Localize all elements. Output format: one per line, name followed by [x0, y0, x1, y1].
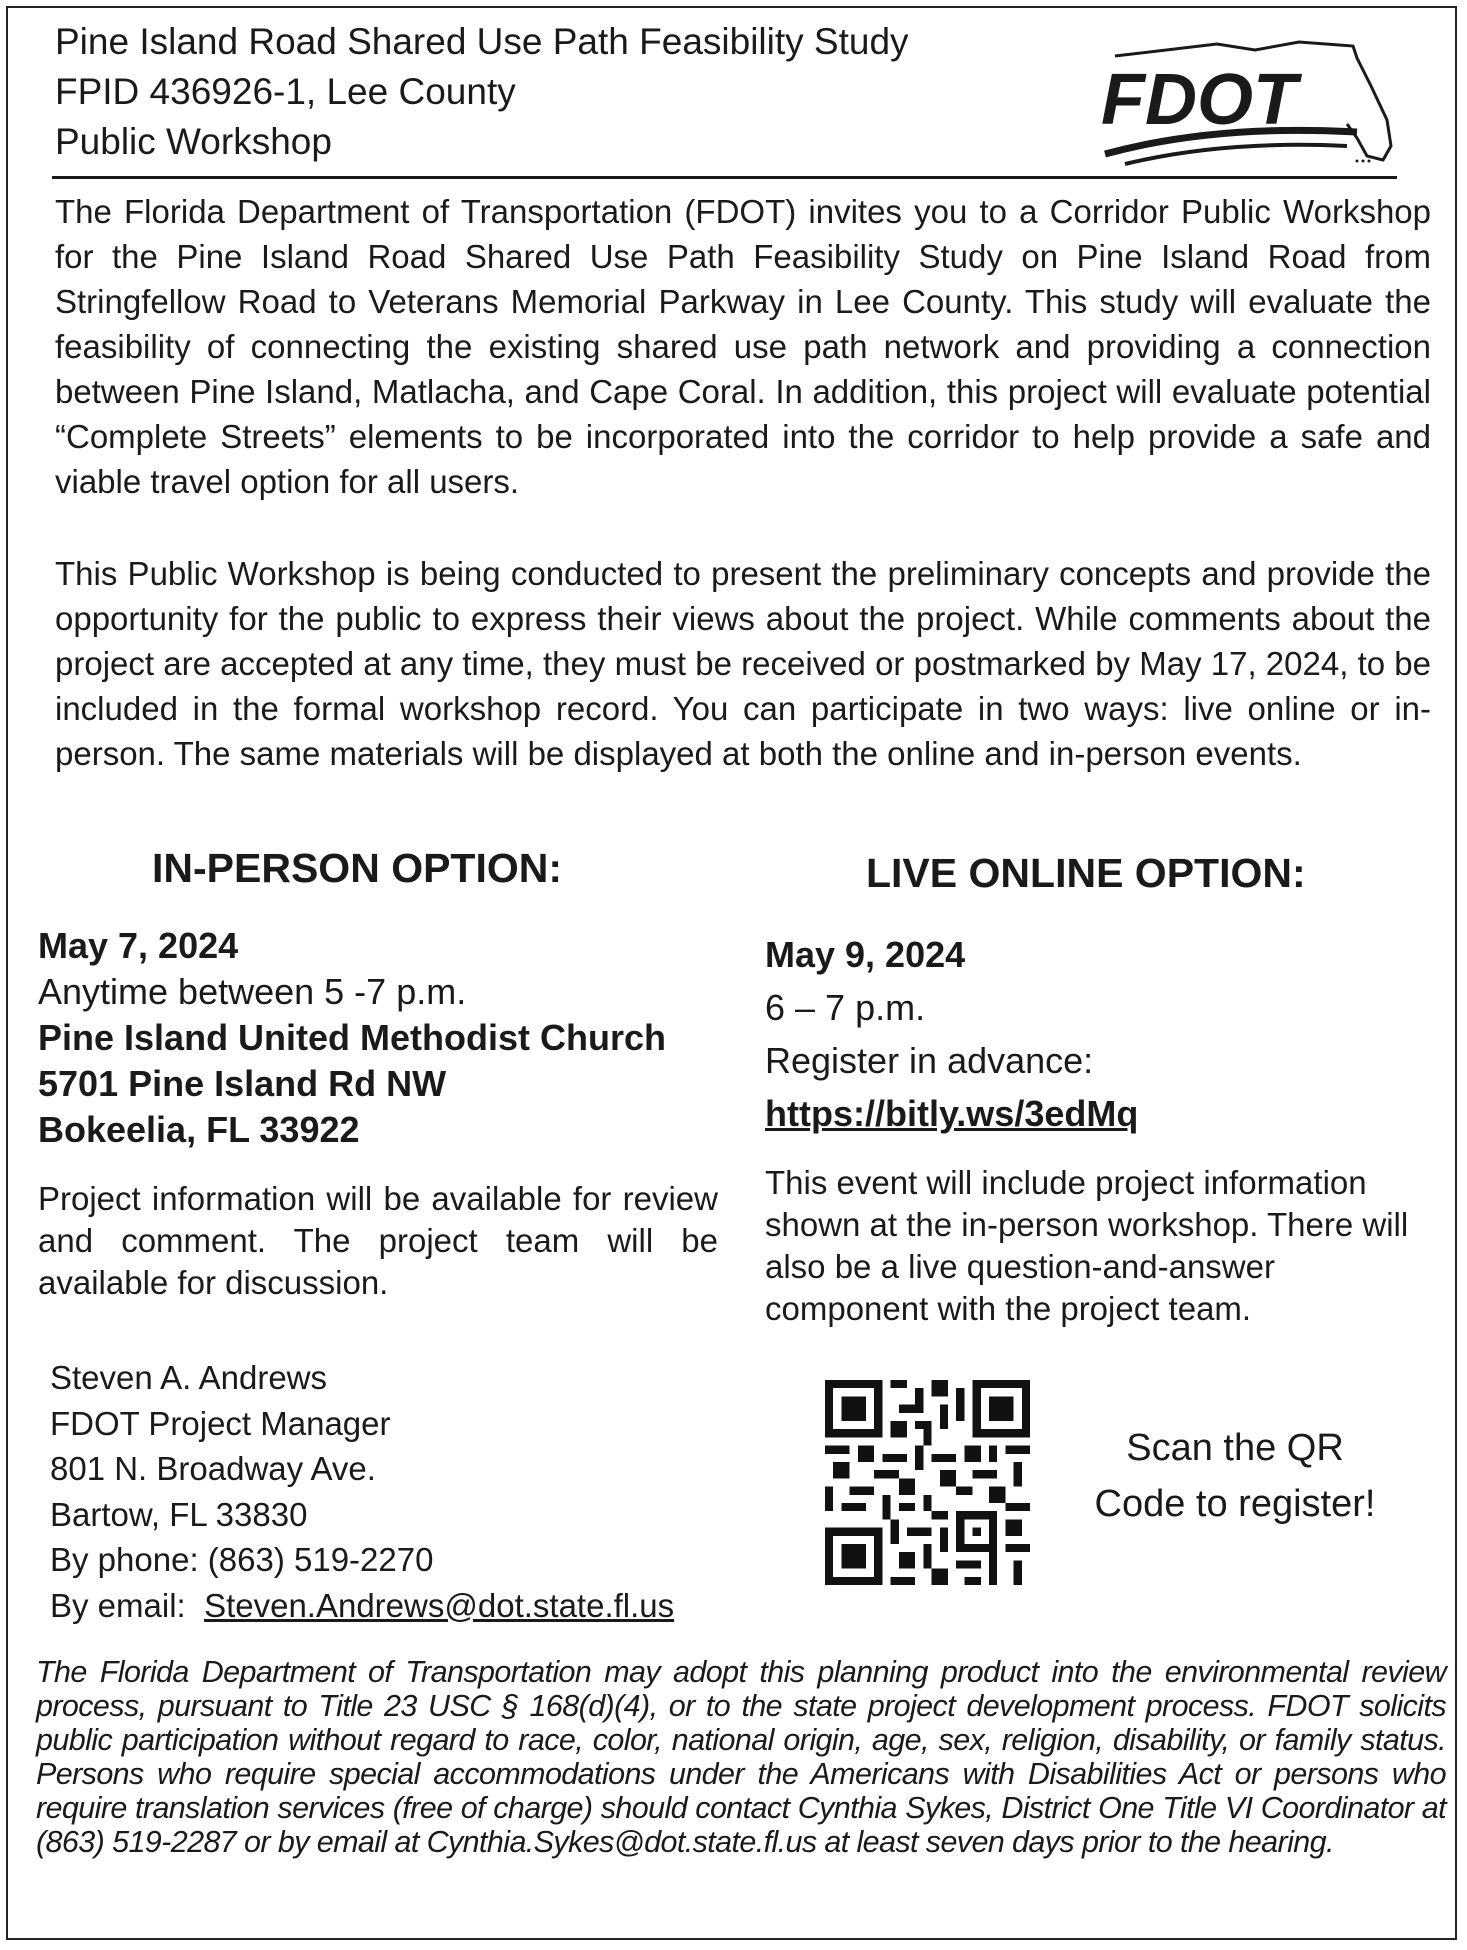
venue-address: 5701 Pine Island Rd NW	[38, 1063, 447, 1104]
online-time: 6 – 7 p.m.	[765, 987, 926, 1028]
register-link[interactable]: https://bitly.ws/3edMq	[765, 1093, 1139, 1134]
in-person-date: May 7, 2024	[38, 925, 239, 966]
contact-phone: By phone: (863) 519-2270	[50, 1541, 434, 1578]
qr-code-icon[interactable]	[825, 1375, 1030, 1590]
contact-city: Bartow, FL 33830	[50, 1495, 308, 1533]
qr-caption-line2: Code to register!	[1094, 1483, 1376, 1525]
intro-paragraph: The Florida Department of Transportation (FDOT) invites you to a Corridor Public Workshop for the Pine Island Road Shared Use Path Feasibility Study on Pine Island Road from Stringfellow Road to Veterans Memorial Parkway in Lee County. This study will evaluate the feasibility of connecting the existing shared use path network and providing a connection between Pine Island, Matlacha, and Cape Coral. In addition, this project will evaluate potential “Complete Streets” elements to be incorporated into the corridor to help provide a safe and viable travel option for all users.	[55, 193, 1431, 500]
fdot-logo-text: FDOT	[1101, 60, 1297, 140]
header-divider	[52, 176, 1397, 179]
contact-name: Steven A. Andrews	[50, 1359, 328, 1396]
contact-email-link[interactable]: Steven.Andrews@dot.state.fl.us	[204, 1586, 675, 1624]
contact-block	[50, 1355, 674, 1628]
online-heading: LIVE ONLINE OPTION:	[866, 850, 1306, 896]
fdot-logo	[1095, 28, 1395, 168]
register-label: Register in advance:	[765, 1040, 1094, 1081]
contact-email-label: By email:	[50, 1586, 186, 1624]
in-person-heading: IN-PERSON OPTION:	[152, 845, 563, 891]
in-person-description: Project information will be available for review and comment. The project team will be available for discussion.	[38, 1180, 718, 1301]
legal-footer: The Florida Department of Transportation may adopt this planning product into the environmental review process, pursuant to Title 23 USC § 168(d)(4), or to the state project development process. FDOT solicits public participation without regard to race, color, national origin, age, sex, religion, disability, or family status. Persons who require special accommodations under the Americans with Disabilities Act or persons who require translation services (free of charge) should contact Cynthia Sykes, District One Title VI Coordinator at (863) 519-2287 or by email at Cynthia.Sykes@dot.state.fl.us at least seven days prior to the hearing.	[36, 1655, 1446, 1859]
study-title: Pine Island Road Shared Use Path Feasibility Study	[55, 21, 909, 62]
contact-street: 801 N. Broadway Ave.	[50, 1450, 376, 1487]
qr-caption-line1: Scan the QR	[1126, 1427, 1344, 1469]
contact-title: FDOT Project Manager	[50, 1404, 391, 1442]
online-description: This event will include project information shown at the in-person workshop. There will also be a live question-and-answer component with the project team.	[765, 1164, 1409, 1327]
workshop-paragraph: This Public Workshop is being conducted to present the preliminary concepts and provide the opportunity for the public to express their views about the project. While comments about the project are accepted at any time, they must be received or postmarked by May 17, 2024, to be included in the formal workshop record. You can participate in two ways: live online or in-person. The same materials will be displayed at both the online and in-person events.	[55, 555, 1431, 772]
in-person-time: Anytime between 5 -7 p.m.	[38, 971, 467, 1012]
project-id: FPID 436926-1, Lee County	[55, 71, 516, 112]
qr-caption	[1070, 1420, 1400, 1532]
venue-name: Pine Island United Methodist Church	[38, 1017, 667, 1058]
event-type: Public Workshop	[55, 121, 332, 162]
contact-email-row	[50, 1583, 674, 1629]
venue-city: Bokeelia, FL 33922	[38, 1109, 360, 1150]
online-date: May 9, 2024	[765, 934, 966, 975]
